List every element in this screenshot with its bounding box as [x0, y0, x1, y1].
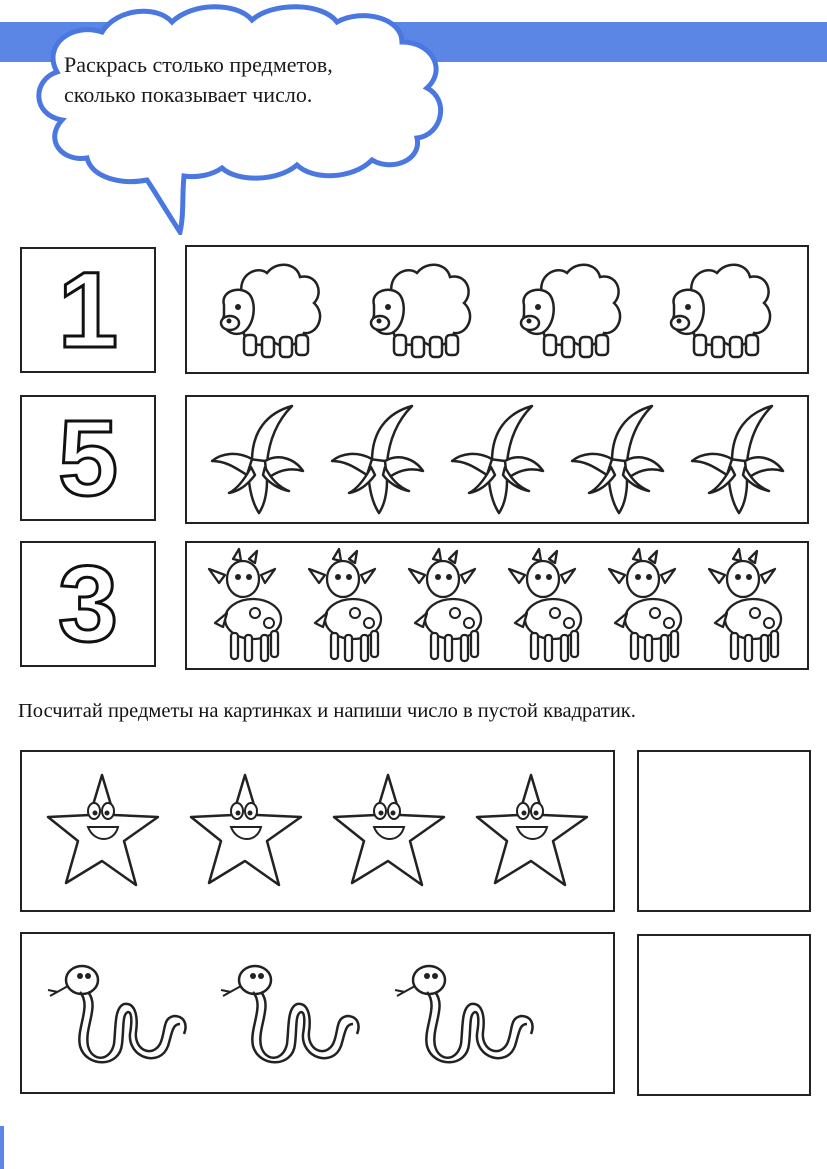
- star-icon[interactable]: [473, 771, 591, 891]
- speech-cloud-icon: [22, 0, 452, 235]
- goat-icon[interactable]: [505, 547, 589, 665]
- cloud-text-line2: сколько показывает число.: [64, 82, 313, 107]
- picture-row-sheep: [185, 245, 809, 374]
- goat-icon[interactable]: [705, 547, 789, 665]
- picture-row-goat: [185, 541, 809, 670]
- goat-icon[interactable]: [305, 547, 389, 665]
- goat-icon[interactable]: [205, 547, 289, 665]
- number-digit: 1: [57, 249, 119, 370]
- banana-icon[interactable]: [567, 401, 667, 519]
- banana-icon[interactable]: [327, 401, 427, 519]
- sheep-icon[interactable]: [512, 255, 632, 365]
- number-box-1: [20, 247, 156, 373]
- star-icon[interactable]: [187, 771, 305, 891]
- sheep-icon[interactable]: [362, 255, 482, 365]
- cloud-instruction: [64, 50, 424, 110]
- goat-icon[interactable]: [605, 547, 689, 665]
- picture-row-snake: [20, 932, 615, 1094]
- star-icon[interactable]: [44, 771, 162, 891]
- banana-icon[interactable]: [207, 401, 307, 519]
- banana-icon[interactable]: [687, 401, 787, 519]
- snake-icon[interactable]: [44, 958, 194, 1068]
- picture-row-banana: [185, 395, 809, 524]
- number-box-5: [20, 395, 156, 521]
- answer-box-snake[interactable]: [637, 934, 811, 1096]
- sheep-icon[interactable]: [212, 255, 332, 365]
- answer-box-star[interactable]: [637, 750, 811, 912]
- snake-icon[interactable]: [391, 958, 541, 1068]
- number-box-3: [20, 541, 156, 667]
- sheep-icon[interactable]: [662, 255, 782, 365]
- goat-icon[interactable]: [405, 547, 489, 665]
- number-digit: 5: [57, 397, 119, 518]
- cloud-text-line1: Раскрась столько предметов,: [64, 52, 333, 77]
- number-digit: 3: [57, 543, 119, 664]
- star-icon[interactable]: [330, 771, 448, 891]
- snake-icon[interactable]: [217, 958, 367, 1068]
- bottom-accent-mark: [0, 1126, 4, 1169]
- picture-row-star: [20, 750, 615, 912]
- count-instruction: Посчитай предметы на картинках и напиши число в пустой квадратик.: [18, 700, 636, 722]
- banana-icon[interactable]: [447, 401, 547, 519]
